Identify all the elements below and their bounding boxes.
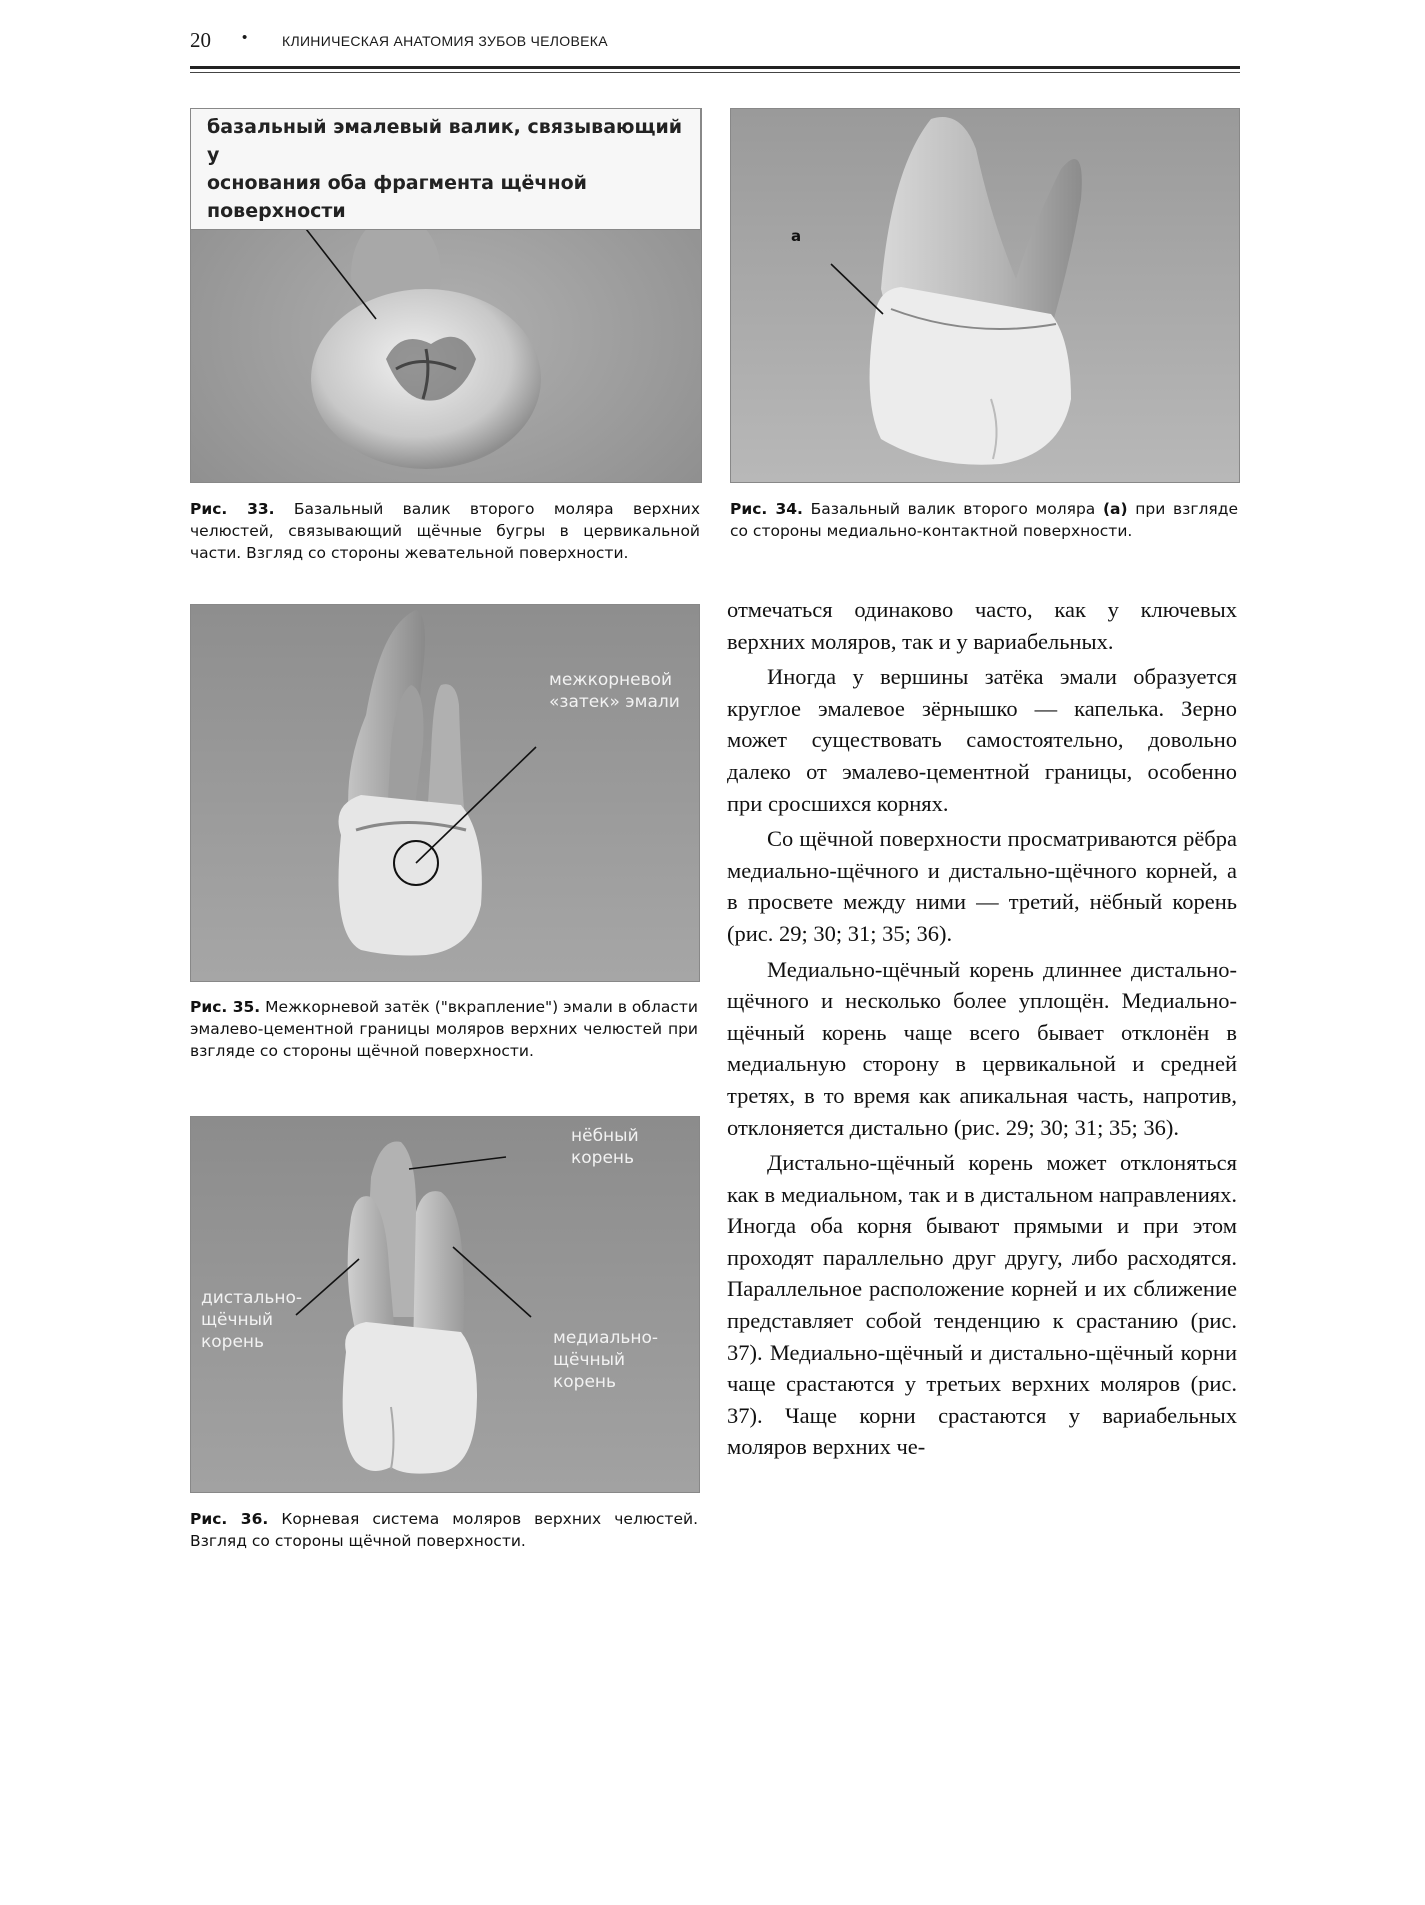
body-paragraph: Дистально-щёчный корень может отклоняться как в медиальном, так и в дистальном направлениях. Иногда оба корня бывают прямыми и при этом проходят параллельно друг другу, либо расходятся. Параллельное расположение корней и их сближение представляет собой тенденцию к срастанию (рис. 37). Медиально-щёчный и дистально-щёчный корни чаще срастаются у третьих верхних моляров (рис. 37). Чаще корни срастаются у вариабельных моляров верхних че- bbox=[727, 1150, 1237, 1460]
figure-34-caption-bold: (а) bbox=[1102, 500, 1128, 518]
header-rule bbox=[190, 66, 1240, 69]
figure-36-label-palatal bbox=[571, 1125, 639, 1169]
header-bullet: • bbox=[242, 29, 248, 46]
figure-34-caption bbox=[730, 498, 1238, 542]
figure-33-caption-lead: Рис. 33. bbox=[190, 500, 275, 518]
figure-36-label-palatal-line-1: нёбный bbox=[571, 1126, 639, 1146]
figure-36-label-distal bbox=[201, 1287, 302, 1353]
figure-35-caption bbox=[190, 996, 698, 1062]
figure-35-label-line-1: межкорневой bbox=[549, 670, 673, 690]
figure-36-label-distal-line-3: корень bbox=[201, 1332, 265, 1352]
running-header bbox=[190, 28, 1240, 58]
figure-35-photo bbox=[190, 604, 700, 982]
figure-35-caption-lead: Рис. 35. bbox=[190, 998, 261, 1016]
body-paragraph: Иногда у вершины затёка эмали образуется круглое эмалевое зёрнышко — капелька. Зерно может существовать самостоятельно, довольно далеко от эмалево-цементной границы, особенно при сросшихся корнях. bbox=[727, 664, 1237, 816]
figure-36-label-mesial-line-2: щёчный bbox=[553, 1350, 626, 1370]
figure-34-caption-text-2: при взгляде со стороны медиально-контактной поверхности. bbox=[730, 500, 1239, 540]
figure-35-label bbox=[549, 669, 680, 713]
figure-36-label-palatal-line-2: корень bbox=[571, 1148, 635, 1168]
figure-36-photo bbox=[190, 1116, 700, 1493]
body-paragraph: Медиально-щёчный корень длиннее дистально-щёчного и несколько более уплощён. Медиально-щёчный корень чаще всего бывает отклонён в медиальную сторону в цервикальной и средней третях, в то время как апикальная часть, напротив, отклоняется дистально (рис. 29; 30; 31; 35; 36). bbox=[727, 956, 1237, 1140]
figure-36-label-mesial bbox=[553, 1327, 658, 1393]
body-paragraph: отмечаться одинаково часто, как у ключевых верхних моляров, так и у вариабельных. bbox=[727, 597, 1237, 654]
figure-34-caption-lead: Рис. 34. bbox=[730, 500, 803, 518]
figure-36-caption-text: Корневая система моляров верхних челюстей. Взгляд со стороны щёчной поверхности. bbox=[190, 1510, 698, 1550]
body-paragraph: Со щёчной поверхности просматриваются рёбра медиально-щёчного и дистально-щёчного корней, а в просвете между ними — третий, нёбный корень (рис. 29; 30; 31; 35; 36). bbox=[727, 826, 1237, 946]
figure-33-label-line-1: базальный эмалевый валик, связывающий у bbox=[207, 116, 683, 166]
figure-33-caption bbox=[190, 498, 700, 564]
figure-34-annotation: а bbox=[791, 227, 802, 245]
figure-34-caption-text: Базальный валик второго моляра bbox=[802, 500, 1103, 518]
figure-36-caption-lead: Рис. 36. bbox=[190, 1510, 269, 1528]
figure-33-label-line-2: основания оба фрагмента щёчной поверхности bbox=[207, 172, 587, 222]
figure-36-label-distal-line-2: щёчный bbox=[201, 1310, 274, 1330]
molar-buccal-photo bbox=[191, 605, 699, 981]
page-number: 20 bbox=[190, 28, 211, 52]
figure-33-photo bbox=[190, 108, 702, 483]
running-title: КЛИНИЧЕСКАЯ АНАТОМИЯ ЗУБОВ ЧЕЛОВЕКА bbox=[282, 33, 608, 49]
header-rule-thin bbox=[190, 72, 1240, 73]
figure-35-label-line-2: «затек» эмали bbox=[549, 692, 680, 712]
body-text-column bbox=[727, 594, 1237, 1463]
figure-33-label bbox=[191, 109, 701, 230]
figure-36-caption bbox=[190, 1508, 698, 1552]
figure-36-label-mesial-line-3: корень bbox=[553, 1372, 617, 1392]
figure-36-label-mesial-line-1: медиально- bbox=[553, 1328, 659, 1348]
molar-medial-photo bbox=[731, 109, 1239, 482]
figure-34-photo bbox=[730, 108, 1240, 483]
figure-33-caption-text: Базальный валик второго моляра верхних челюстей, связывающий щёчные бугры в цервикальной части. Взгляд со стороны жевательной поверхности. bbox=[190, 500, 701, 562]
figure-36-label-distal-line-1: дистально- bbox=[201, 1288, 303, 1308]
figure-35-caption-text: Межкорневой затёк ("вкрапление") эмали в области эмалево-цементной границы моляров верхних челюстей при взгляде со стороны щёчной поверхности. bbox=[190, 998, 698, 1060]
